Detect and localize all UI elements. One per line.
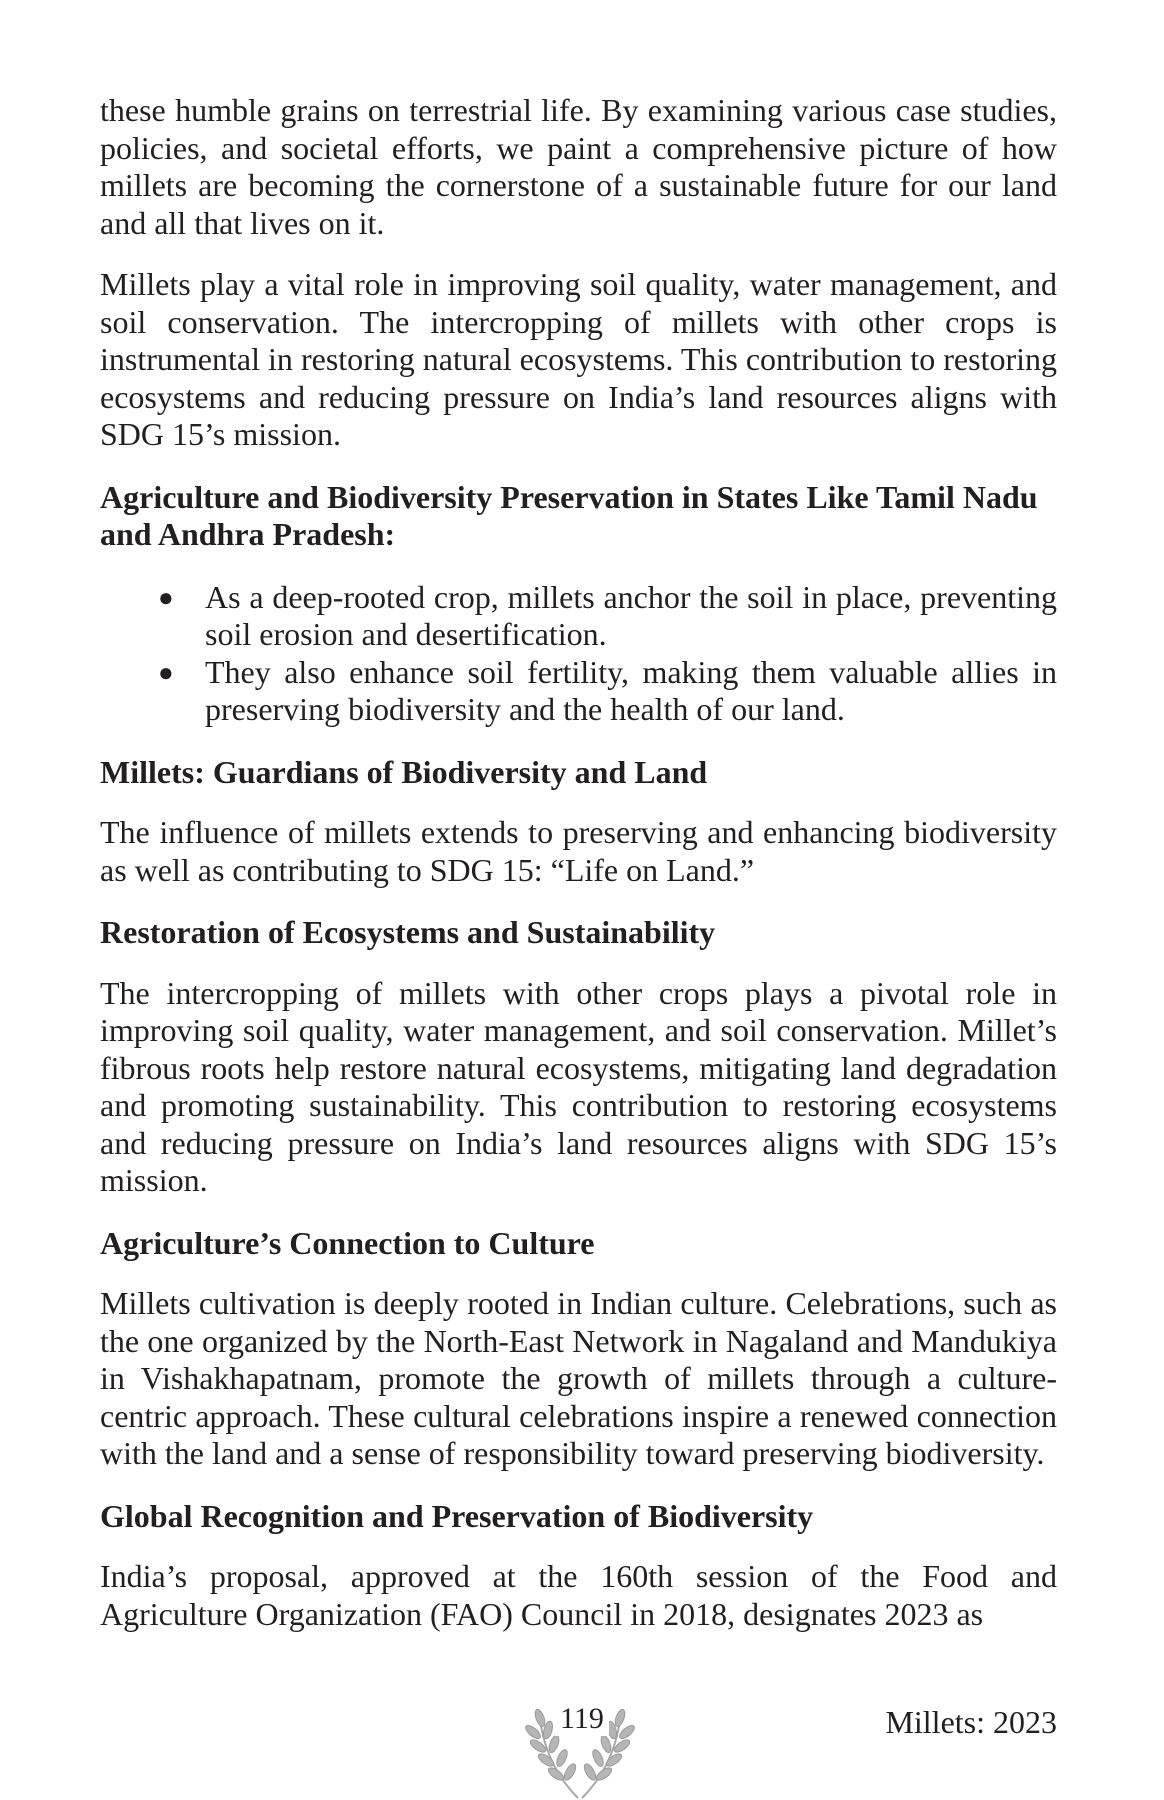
paragraph-restoration: The intercropping of millets with other crops plays a pivotal role in improving soil quality, water management, and soil conservation. Millet’s fibrous roots help restore natural ecosystems, mitigating land degradation and promoting sustainability. This contribution to restoring ecosystems and reducing pressure on India’s land resources aligns with SDG 15’s mission. bbox=[100, 974, 1057, 1198]
page-footer bbox=[0, 1700, 1164, 1800]
page-content bbox=[100, 92, 1057, 1633]
heading-restoration: Restoration of Ecosystems and Sustainability bbox=[100, 914, 716, 950]
page-number: 119 bbox=[555, 1702, 609, 1736]
paragraph-intro-continued: these humble grains on terrestrial life. By examining various case studies, policies, and societal efforts, we paint a comprehensive picture of how millets are becoming the cornerstone of a sustainable future for our land and all that lives on it. bbox=[100, 92, 1057, 241]
heading-agri-biodiversity: Agriculture and Biodiversity Preservation in States Like Tamil Nadu and Andhra Pradesh: bbox=[100, 478, 1038, 552]
bullet-list bbox=[100, 579, 1057, 729]
paragraph-global: India’s proposal, approved at the 160th session of the Food and Agriculture Organization (FAO) Council in 2018, designates 2023 as bbox=[100, 1558, 1057, 1632]
list-item bbox=[100, 579, 1057, 654]
paragraph-soil-quality: Millets play a vital role in improving soil quality, water management, and soil conservation. The intercropping of millets with other crops is instrumental in restoring natural ecosystems. This contribution to restoring ecosystems and reducing pressure on India’s land resources aligns with SDG 15’s mission. bbox=[100, 266, 1057, 452]
bullet-icon: ● bbox=[158, 657, 174, 687]
list-item bbox=[100, 654, 1057, 729]
heading-global: Global Recognition and Preservation of Biodiversity bbox=[100, 1497, 814, 1534]
paragraph-culture: Millets cultivation is deeply rooted in Indian culture. Celebrations, such as the one organized by the North-East Network in Nagaland and Mandukiya in Vishakhapatnam, promote the growth of millets through a culture-centric approach. These cultural celebrations inspire a renewed connection with the land and a sense of responsibility toward preserving biodiversity. bbox=[100, 1285, 1057, 1471]
heading-culture: Agriculture’s Connection to Culture bbox=[100, 1224, 595, 1261]
heading-guardians: Millets: Guardians of Biodiversity and Land bbox=[100, 753, 708, 790]
running-footer-title: Millets: 2023 bbox=[885, 1704, 1057, 1740]
bullet-icon: ● bbox=[158, 582, 174, 612]
bullet-text: They also enhance soil fertility, making them valuable allies in preserving biodiversity and the health of our land. bbox=[205, 653, 1057, 727]
paragraph-guardians: The influence of millets extends to preserving and enhancing biodiversity as well as contributing to SDG 15: “Life on Land.” bbox=[100, 814, 1057, 888]
bullet-text: As a deep-rooted crop, millets anchor the soil in place, preventing soil erosion and desertification. bbox=[205, 578, 1057, 652]
